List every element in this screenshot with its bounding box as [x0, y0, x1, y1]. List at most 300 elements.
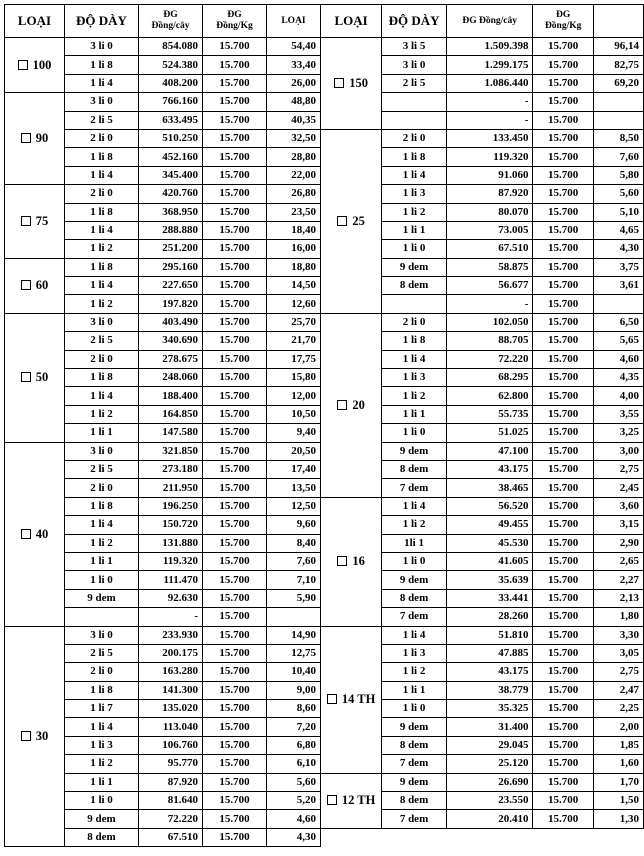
square-profile-icon — [21, 280, 31, 290]
thickness-cell: 1li 1 — [382, 534, 447, 552]
group-label — [5, 38, 65, 93]
price-per-kg-cell: 15.700 — [533, 736, 593, 754]
price-per-bar-cell: 26.690 — [446, 773, 533, 791]
thickness-cell: 8 dem — [382, 460, 447, 478]
table-row — [321, 497, 644, 515]
square-profile-icon — [337, 556, 347, 566]
price-per-bar-cell: 408.200 — [139, 74, 203, 92]
thickness-cell: 2 li 5 — [65, 644, 139, 662]
price-per-kg-cell: 15.700 — [203, 405, 267, 423]
weight-cell: 7,10 — [267, 571, 321, 589]
thickness-cell: 1 li 4 — [65, 387, 139, 405]
price-per-bar-cell: 321.850 — [139, 442, 203, 460]
price-per-bar-cell: 141.300 — [139, 681, 203, 699]
group-label — [5, 93, 65, 185]
thickness-cell: 2 li 5 — [382, 74, 447, 92]
price-per-kg-cell: 15.700 — [533, 681, 593, 699]
price-per-kg-cell: 15.700 — [533, 534, 593, 552]
price-per-bar-cell: 135.020 — [139, 700, 203, 718]
weight-cell: 6,10 — [267, 755, 321, 773]
weight-cell: 3,55 — [593, 405, 643, 423]
weight-cell: 8,50 — [593, 129, 643, 147]
table-row — [5, 258, 321, 276]
price-per-kg-cell: 15.700 — [203, 700, 267, 718]
price-per-bar-cell: 403.490 — [139, 313, 203, 331]
weight-cell: 5,60 — [267, 773, 321, 791]
price-per-bar-cell: 67.510 — [446, 240, 533, 258]
price-per-bar-cell: 62.800 — [446, 387, 533, 405]
thickness-cell: 1 li 0 — [382, 240, 447, 258]
weight-cell: 5,90 — [267, 589, 321, 607]
thickness-cell: 1 li 4 — [382, 166, 447, 184]
group-name: 16 — [352, 554, 365, 569]
thickness-cell: 1 li 2 — [65, 295, 139, 313]
thickness-cell: 1 li 0 — [382, 700, 447, 718]
price-per-bar-cell: 35.639 — [446, 571, 533, 589]
weight-cell — [593, 111, 643, 129]
thickness-cell: 7 dem — [382, 479, 447, 497]
price-per-kg-cell: 15.700 — [533, 93, 593, 111]
header-empty — [593, 5, 643, 38]
thickness-cell: 9 dem — [382, 773, 447, 791]
thickness-cell: 2 li 0 — [65, 185, 139, 203]
weight-cell: 9,00 — [267, 681, 321, 699]
weight-cell: 69,20 — [593, 74, 643, 92]
price-per-kg-cell: 15.700 — [533, 56, 593, 74]
table-row — [5, 38, 321, 56]
price-per-bar-cell: 80.070 — [446, 203, 533, 221]
weight-cell: 13,50 — [267, 479, 321, 497]
thickness-cell: 7 dem — [382, 755, 447, 773]
group-label — [5, 442, 65, 626]
thickness-cell: 1 li 3 — [382, 185, 447, 203]
thickness-cell: 3 li 0 — [65, 626, 139, 644]
price-per-bar-cell: 25.120 — [446, 755, 533, 773]
price-per-bar-cell: 196.250 — [139, 497, 203, 515]
price-per-bar-cell: 87.920 — [139, 773, 203, 791]
price-per-kg-cell: 15.700 — [533, 313, 593, 331]
price-per-kg-cell: 15.700 — [203, 479, 267, 497]
price-per-kg-cell: 15.700 — [533, 240, 593, 258]
price-per-kg-cell: 15.700 — [203, 626, 267, 644]
price-per-kg-cell: 15.700 — [203, 185, 267, 203]
price-per-bar-cell: 345.400 — [139, 166, 203, 184]
price-per-bar-cell: 41.605 — [446, 552, 533, 570]
weight-cell: 1,50 — [593, 792, 643, 810]
thickness-cell: 2 li 0 — [65, 350, 139, 368]
thickness-cell: 8 dem — [382, 736, 447, 754]
weight-cell: 7,60 — [267, 552, 321, 570]
group-name: 25 — [352, 213, 365, 228]
square-profile-icon — [334, 78, 344, 88]
weight-cell: 4,65 — [593, 221, 643, 239]
price-per-bar-cell: 38.779 — [446, 681, 533, 699]
price-per-bar-cell: 72.220 — [446, 350, 533, 368]
weight-cell: 16,00 — [267, 240, 321, 258]
thickness-cell: 9 dem — [382, 718, 447, 736]
thickness-cell: 1 li 1 — [65, 424, 139, 442]
thickness-cell: 1 li 8 — [65, 148, 139, 166]
square-profile-icon — [21, 731, 31, 741]
price-per-bar-cell: - — [446, 295, 533, 313]
price-per-kg-cell: 15.700 — [533, 424, 593, 442]
price-per-kg-cell: 15.700 — [533, 332, 593, 350]
header-loai: LOẠI — [321, 5, 382, 38]
price-per-kg-cell: 15.700 — [533, 644, 593, 662]
price-per-kg-cell: 15.700 — [203, 718, 267, 736]
group-name: 30 — [35, 728, 49, 743]
thickness-cell — [382, 111, 447, 129]
price-per-kg-cell: 15.700 — [533, 497, 593, 515]
price-per-bar-cell: 72.220 — [139, 810, 203, 828]
price-per-bar-cell: 288.880 — [139, 221, 203, 239]
price-per-kg-cell: 15.700 — [203, 681, 267, 699]
price-per-kg-cell: 15.700 — [203, 589, 267, 607]
thickness-cell: 1 li 3 — [382, 644, 447, 662]
price-per-kg-cell: 15.700 — [533, 405, 593, 423]
weight-cell: 12,60 — [267, 295, 321, 313]
group-name: 75 — [35, 213, 49, 228]
thickness-cell: 2 li 0 — [65, 129, 139, 147]
price-per-bar-cell: 56.677 — [446, 277, 533, 295]
weight-cell: 9,40 — [267, 424, 321, 442]
weight-cell: 21,70 — [267, 332, 321, 350]
square-profile-icon — [21, 372, 31, 382]
price-per-bar-cell: 49.455 — [446, 516, 533, 534]
price-per-bar-cell: 452.160 — [139, 148, 203, 166]
weight-cell: 25,70 — [267, 313, 321, 331]
thickness-cell: 3 li 5 — [382, 38, 447, 56]
price-per-kg-cell: 15.700 — [203, 810, 267, 828]
price-per-kg-cell: 15.700 — [203, 534, 267, 552]
price-per-kg-cell: 15.700 — [203, 663, 267, 681]
price-per-bar-cell: 251.200 — [139, 240, 203, 258]
weight-cell: 6,80 — [267, 736, 321, 754]
weight-cell: 32,50 — [267, 129, 321, 147]
price-per-bar-cell: 68.295 — [446, 369, 533, 387]
thickness-cell: 1 li 8 — [65, 56, 139, 74]
thickness-cell: 1 li 2 — [65, 240, 139, 258]
thickness-cell: 1 li 0 — [382, 424, 447, 442]
price-per-kg-cell: 15.700 — [533, 38, 593, 56]
thickness-cell: 1 li 3 — [382, 369, 447, 387]
table-row — [5, 626, 321, 644]
thickness-cell: 2 li 0 — [382, 129, 447, 147]
table-row — [321, 626, 644, 644]
price-per-kg-cell: 15.700 — [203, 38, 267, 56]
price-per-bar-cell: 56.520 — [446, 497, 533, 515]
weight-cell: 1,85 — [593, 736, 643, 754]
weight-cell: 2,00 — [593, 718, 643, 736]
weight-cell: 5,80 — [593, 166, 643, 184]
price-per-kg-cell: 15.700 — [203, 277, 267, 295]
price-per-kg-cell: 15.700 — [203, 755, 267, 773]
thickness-cell: 2 li 5 — [65, 460, 139, 478]
price-per-bar-cell: 95.770 — [139, 755, 203, 773]
price-per-bar-cell: 420.760 — [139, 185, 203, 203]
weight-cell: 48,80 — [267, 93, 321, 111]
price-per-bar-cell: 119.320 — [446, 148, 533, 166]
price-per-kg-cell: 15.700 — [533, 589, 593, 607]
weight-cell: 40,35 — [267, 111, 321, 129]
thickness-cell: 8 dem — [65, 828, 139, 846]
price-per-bar-cell: 233.930 — [139, 626, 203, 644]
group-label — [321, 313, 382, 497]
weight-cell: 2,65 — [593, 552, 643, 570]
header-do-day: ĐỘ DÀY — [382, 5, 447, 38]
price-per-bar-cell: 102.050 — [446, 313, 533, 331]
weight-cell: 54,40 — [267, 38, 321, 56]
price-per-bar-cell: 248.060 — [139, 369, 203, 387]
weight-cell: 4,30 — [267, 828, 321, 846]
price-per-bar-cell: 133.450 — [446, 129, 533, 147]
group-name: 12 TH — [341, 793, 376, 808]
price-per-kg-cell: 15.700 — [203, 369, 267, 387]
price-per-bar-cell: 188.400 — [139, 387, 203, 405]
thickness-cell: 3 li 0 — [382, 56, 447, 74]
weight-cell: 1,30 — [593, 810, 643, 828]
table-row — [321, 773, 644, 791]
thickness-cell — [65, 608, 139, 626]
weight-cell — [267, 608, 321, 626]
weight-cell: 3,15 — [593, 516, 643, 534]
price-per-kg-cell: 15.700 — [533, 755, 593, 773]
weight-cell: 15,80 — [267, 369, 321, 387]
thickness-cell: 1 li 8 — [382, 332, 447, 350]
weight-cell: 5,20 — [267, 792, 321, 810]
price-per-kg-cell: 15.700 — [203, 203, 267, 221]
header-dg-cay: ĐG Đồng/cây — [446, 5, 533, 38]
price-per-kg-cell: 15.700 — [203, 56, 267, 74]
price-per-bar-cell: 163.280 — [139, 663, 203, 681]
weight-cell: 4,00 — [593, 387, 643, 405]
square-profile-icon — [337, 216, 347, 226]
price-per-kg-cell: 15.700 — [533, 516, 593, 534]
price-per-bar-cell: 113.040 — [139, 718, 203, 736]
price-per-kg-cell: 15.700 — [203, 350, 267, 368]
thickness-cell — [382, 295, 447, 313]
weight-cell: 10,50 — [267, 405, 321, 423]
price-per-kg-cell: 15.700 — [203, 424, 267, 442]
price-per-kg-cell: 15.700 — [533, 571, 593, 589]
thickness-cell: 9 dem — [382, 442, 447, 460]
price-per-bar-cell: 73.005 — [446, 221, 533, 239]
price-per-bar-cell: 273.180 — [139, 460, 203, 478]
thickness-cell: 1 li 2 — [382, 387, 447, 405]
price-per-kg-cell: 15.700 — [203, 313, 267, 331]
price-per-bar-cell: 164.850 — [139, 405, 203, 423]
thickness-cell — [382, 93, 447, 111]
weight-cell: 2,75 — [593, 663, 643, 681]
weight-cell: 26,80 — [267, 185, 321, 203]
thickness-cell: 1 li 8 — [65, 369, 139, 387]
table-row — [321, 129, 644, 147]
price-per-kg-cell: 15.700 — [203, 460, 267, 478]
square-profile-icon — [21, 133, 31, 143]
price-per-bar-cell: 278.675 — [139, 350, 203, 368]
thickness-cell: 1 li 2 — [65, 534, 139, 552]
price-per-kg-cell: 15.700 — [533, 185, 593, 203]
thickness-cell: 9 dem — [382, 258, 447, 276]
price-per-kg-cell: 15.700 — [203, 442, 267, 460]
thickness-cell: 1 li 2 — [382, 663, 447, 681]
price-per-bar-cell: 33.441 — [446, 589, 533, 607]
weight-cell: 2,47 — [593, 681, 643, 699]
thickness-cell: 2 li 5 — [65, 111, 139, 129]
price-per-kg-cell: 15.700 — [203, 295, 267, 313]
weight-cell: 2,13 — [593, 589, 643, 607]
price-per-kg-cell: 15.700 — [533, 203, 593, 221]
thickness-cell: 1 li 0 — [65, 571, 139, 589]
price-per-bar-cell: 31.400 — [446, 718, 533, 736]
price-per-bar-cell: 200.175 — [139, 644, 203, 662]
thickness-cell: 1 li 4 — [65, 221, 139, 239]
price-per-bar-cell: 1.086.440 — [446, 74, 533, 92]
header-dg-kg: ĐG Đồng/Kg — [533, 5, 593, 38]
weight-cell: 4,30 — [593, 240, 643, 258]
price-per-kg-cell: 15.700 — [533, 626, 593, 644]
weight-cell: 33,40 — [267, 56, 321, 74]
group-label — [321, 38, 382, 130]
weight-cell: 1,70 — [593, 773, 643, 791]
price-per-kg-cell: 15.700 — [533, 369, 593, 387]
price-per-kg-cell: 15.700 — [203, 258, 267, 276]
price-per-kg-cell: 15.700 — [533, 295, 593, 313]
thickness-cell: 1 li 0 — [65, 792, 139, 810]
weight-cell: 12,75 — [267, 644, 321, 662]
price-per-bar-cell: 88.705 — [446, 332, 533, 350]
thickness-cell: 3 li 0 — [65, 442, 139, 460]
price-per-kg-cell: 15.700 — [203, 221, 267, 239]
price-per-kg-cell: 15.700 — [203, 93, 267, 111]
thickness-cell: 1 li 8 — [65, 258, 139, 276]
weight-cell: 4,60 — [593, 350, 643, 368]
price-per-bar-cell: 47.100 — [446, 442, 533, 460]
group-name: 50 — [35, 370, 49, 385]
thickness-cell: 2 li 0 — [382, 313, 447, 331]
weight-cell: 26,00 — [267, 74, 321, 92]
table-row — [321, 313, 644, 331]
thickness-cell: 1 li 8 — [382, 148, 447, 166]
header-loai-small: LOẠI — [267, 5, 321, 38]
group-label — [321, 626, 382, 773]
price-per-bar-cell: 147.580 — [139, 424, 203, 442]
weight-cell: 2,90 — [593, 534, 643, 552]
price-per-kg-cell: 15.700 — [203, 736, 267, 754]
price-per-kg-cell: 15.700 — [203, 240, 267, 258]
weight-cell: 8,60 — [267, 700, 321, 718]
thickness-cell: 8 dem — [382, 792, 447, 810]
price-per-kg-cell: 15.700 — [533, 258, 593, 276]
thickness-cell: 1 li 4 — [65, 516, 139, 534]
thickness-cell: 1 li 8 — [65, 681, 139, 699]
header-loai: LOẠI — [5, 5, 65, 38]
weight-cell: 2,45 — [593, 479, 643, 497]
price-per-bar-cell: 55.735 — [446, 405, 533, 423]
weight-cell: 12,50 — [267, 497, 321, 515]
price-per-bar-cell: 51.025 — [446, 424, 533, 442]
thickness-cell: 1 li 1 — [382, 405, 447, 423]
price-per-kg-cell: 15.700 — [533, 773, 593, 791]
weight-cell: 4,35 — [593, 369, 643, 387]
thickness-cell: 1 li 0 — [382, 552, 447, 570]
price-table-left — [4, 4, 321, 847]
thickness-cell: 1 li 8 — [65, 203, 139, 221]
weight-cell: 17,75 — [267, 350, 321, 368]
thickness-cell: 1 li 4 — [65, 718, 139, 736]
price-per-bar-cell: 106.760 — [139, 736, 203, 754]
price-per-bar-cell: 633.495 — [139, 111, 203, 129]
group-name: 14 TH — [341, 692, 376, 707]
weight-cell: 22,00 — [267, 166, 321, 184]
price-per-bar-cell: 43.175 — [446, 663, 533, 681]
price-per-kg-cell: 15.700 — [533, 608, 593, 626]
thickness-cell: 1 li 4 — [382, 626, 447, 644]
group-name: 20 — [352, 397, 365, 412]
header-dg-kg: ĐG Đồng/Kg — [203, 5, 267, 38]
weight-cell: 5,60 — [593, 185, 643, 203]
price-per-kg-cell: 15.700 — [533, 718, 593, 736]
price-per-bar-cell: 854.080 — [139, 38, 203, 56]
table-row — [321, 38, 644, 56]
thickness-cell: 3 li 0 — [65, 313, 139, 331]
weight-cell: 1,80 — [593, 608, 643, 626]
price-per-kg-cell: 15.700 — [533, 111, 593, 129]
weight-cell: 3,60 — [593, 497, 643, 515]
thickness-cell: 2 li 0 — [65, 479, 139, 497]
thickness-cell: 8 dem — [382, 277, 447, 295]
weight-cell: 7,60 — [593, 148, 643, 166]
price-per-bar-cell: 67.510 — [139, 828, 203, 846]
price-per-bar-cell: 1.299.175 — [446, 56, 533, 74]
thickness-cell: 1 li 1 — [382, 681, 447, 699]
group-label — [5, 313, 65, 442]
group-name: 100 — [32, 57, 52, 72]
group-label — [321, 497, 382, 626]
price-per-kg-cell: 15.700 — [203, 129, 267, 147]
price-per-bar-cell: 295.160 — [139, 258, 203, 276]
square-profile-icon — [327, 694, 337, 704]
group-label — [321, 773, 382, 828]
group-label — [321, 129, 382, 313]
price-per-bar-cell: 111.470 — [139, 571, 203, 589]
thickness-cell: 2 li 5 — [65, 332, 139, 350]
price-per-kg-cell: 15.700 — [533, 129, 593, 147]
price-per-bar-cell: 58.875 — [446, 258, 533, 276]
price-per-bar-cell: 81.640 — [139, 792, 203, 810]
weight-cell: 5,10 — [593, 203, 643, 221]
header-dg-cay: ĐG Đồng/cây — [139, 5, 203, 38]
group-label — [5, 258, 65, 313]
price-per-bar-cell: 1.509.398 — [446, 38, 533, 56]
price-per-kg-cell: 15.700 — [533, 74, 593, 92]
price-per-bar-cell: 340.690 — [139, 332, 203, 350]
weight-cell: 5,65 — [593, 332, 643, 350]
group-name: 90 — [35, 131, 49, 146]
price-per-kg-cell: 15.700 — [533, 552, 593, 570]
weight-cell: 14,50 — [267, 277, 321, 295]
price-per-bar-cell: 368.950 — [139, 203, 203, 221]
price-per-kg-cell: 15.700 — [203, 571, 267, 589]
weight-cell: 20,50 — [267, 442, 321, 460]
price-per-kg-cell: 15.700 — [203, 773, 267, 791]
price-per-bar-cell: 29.045 — [446, 736, 533, 754]
thickness-cell: 1 li 4 — [382, 350, 447, 368]
price-per-kg-cell: 15.700 — [533, 442, 593, 460]
thickness-cell: 1 li 1 — [65, 773, 139, 791]
price-per-bar-cell: 43.175 — [446, 460, 533, 478]
weight-cell: 8,40 — [267, 534, 321, 552]
